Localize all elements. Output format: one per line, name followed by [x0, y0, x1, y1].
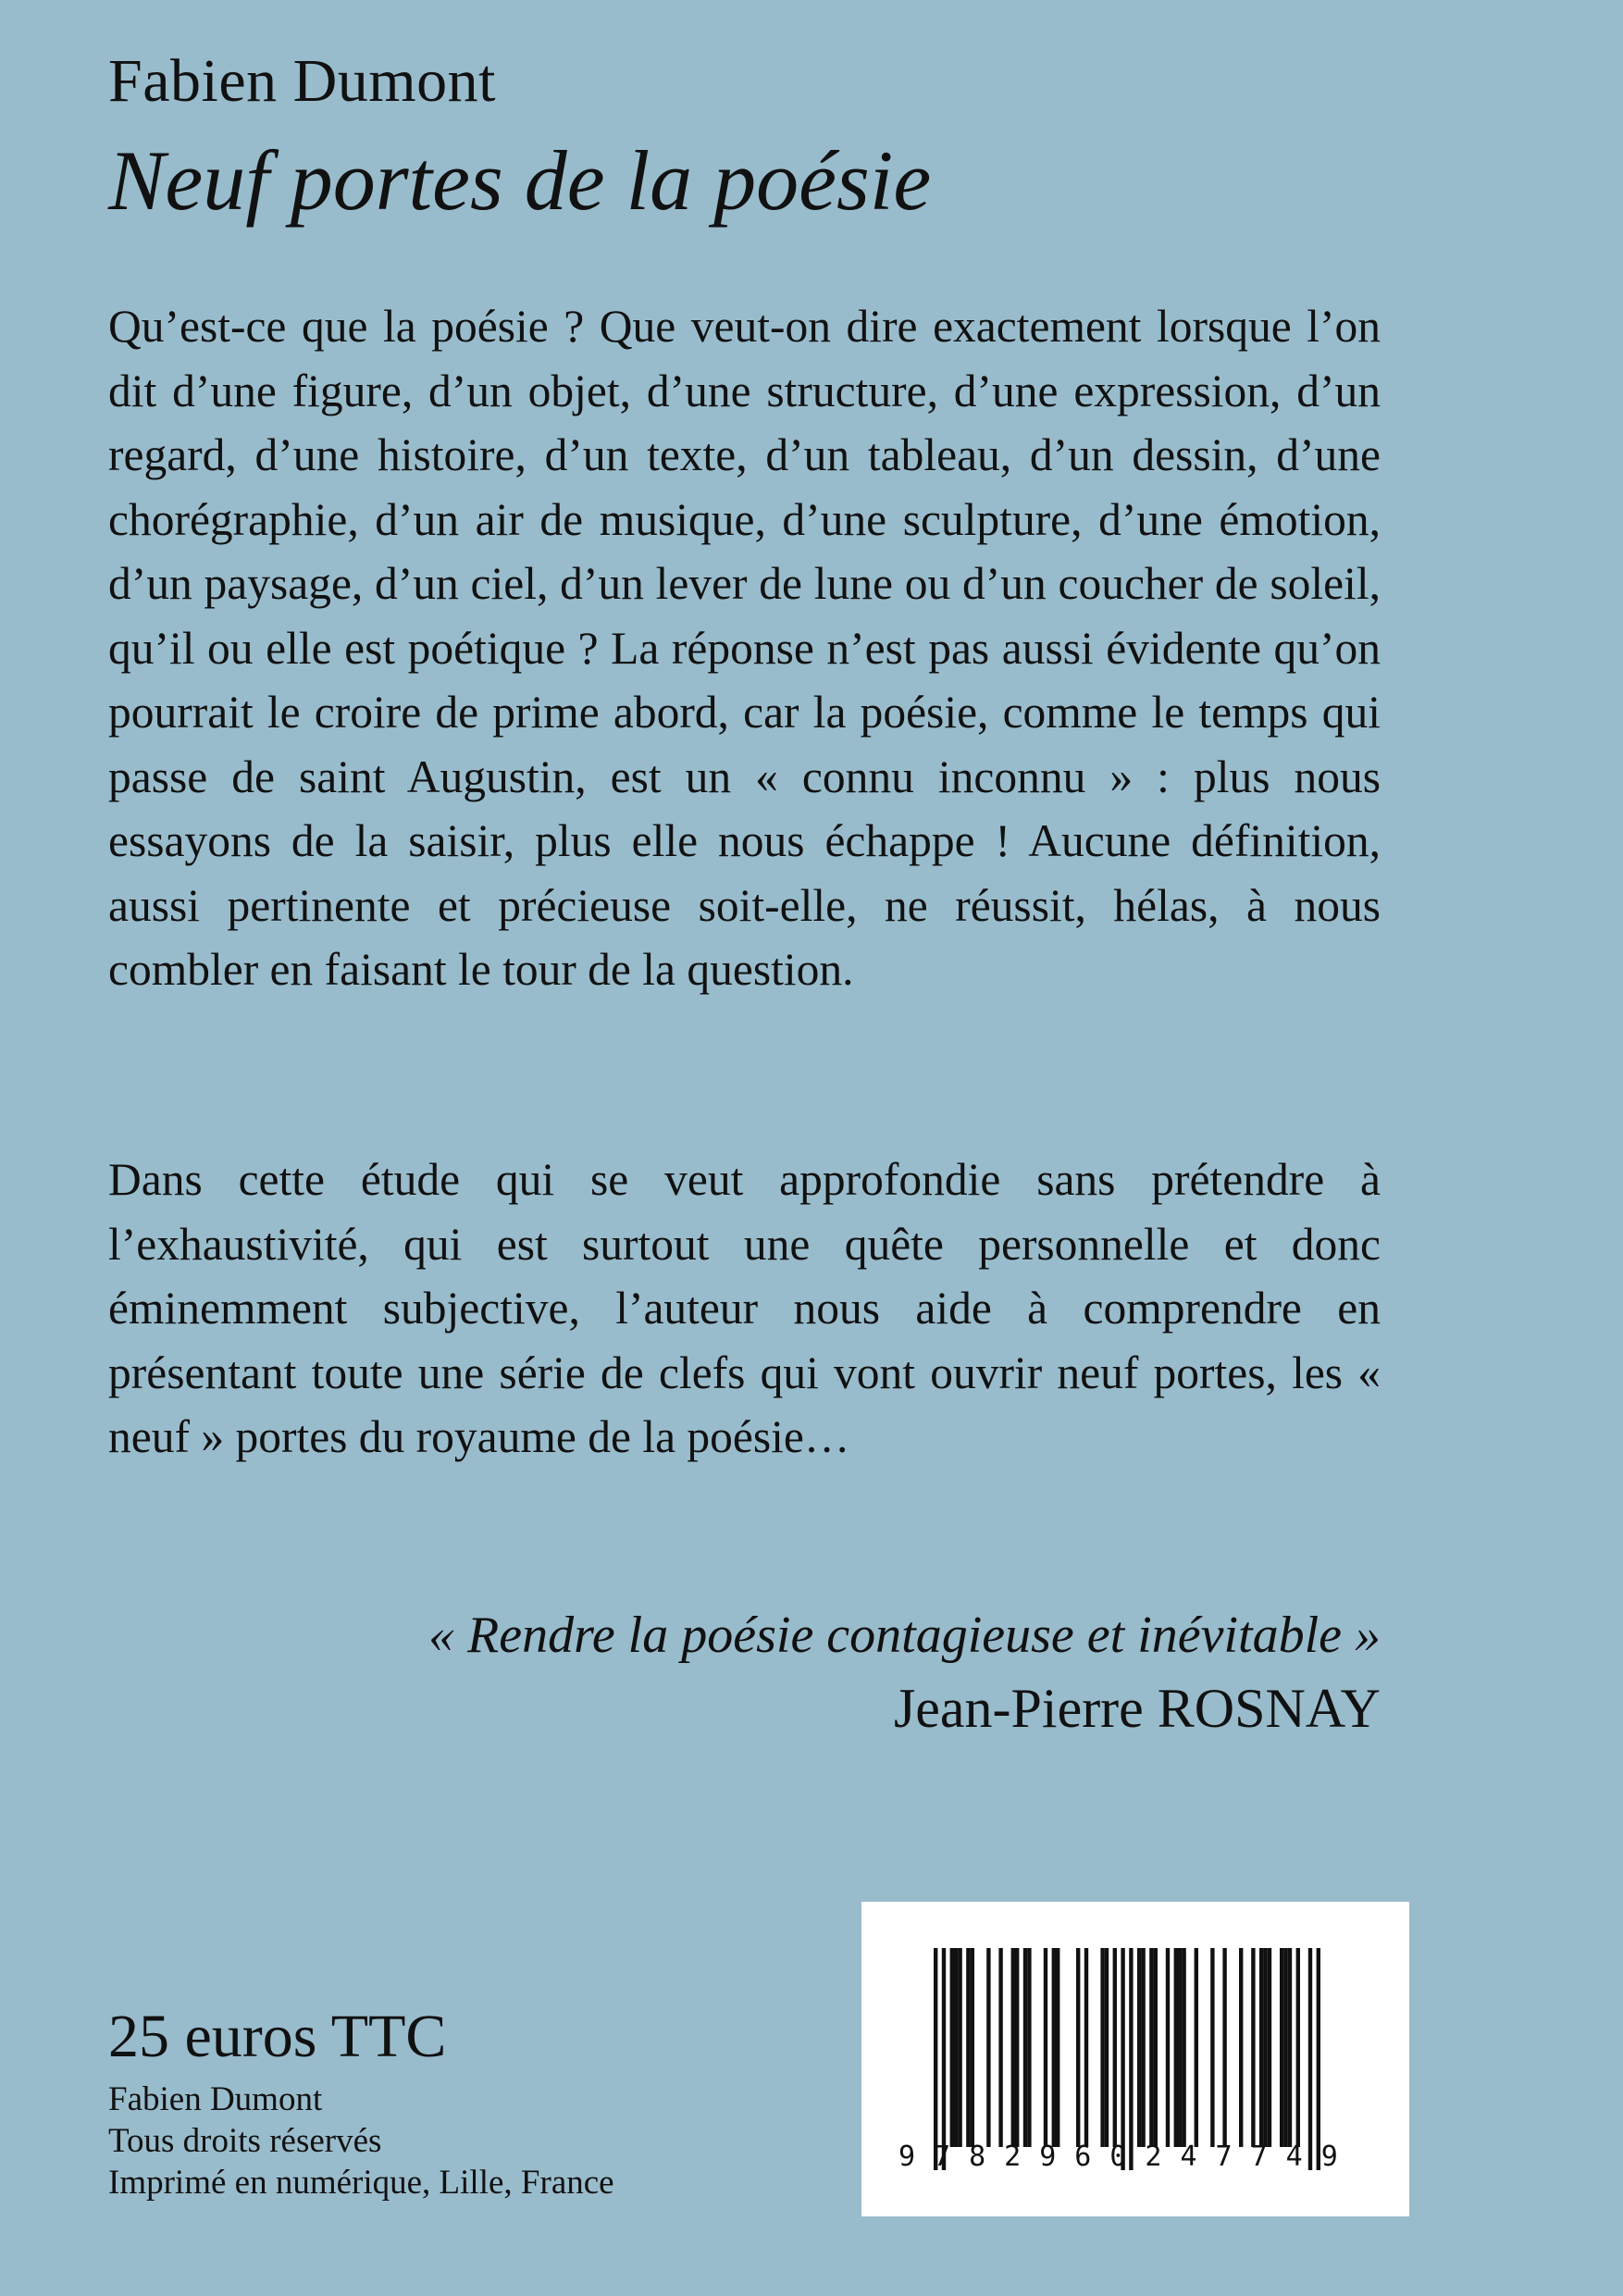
- barcode-bar: [1023, 1948, 1027, 2147]
- barcode-bar: [1052, 1948, 1056, 2147]
- isbn-barcode: [861, 1902, 1409, 2216]
- barcode-bar: [1259, 1948, 1263, 2147]
- book-title: Neuf portes de la poésie: [108, 133, 932, 228]
- author-name: Fabien Dumont: [108, 47, 496, 115]
- price: 25 euros TTC: [108, 2003, 447, 2070]
- blurb-paragraph-1: Qu’est-ce que la poésie ? Que veut-on dire exactement lorsque l’on dit d’une figure, d’un objet, d’une structure, d’une expression, d’un regard, d’une histoire, d’un texte, d’un tableau, d’un dessin, d’une chorégraphie, d’un air de musique, d’une sculpture, d’une émotion, d’un paysage, d’un ciel, d’un lever de lune ou d’un coucher de soleil, qu’il ou elle est poétique ? La réponse n’est pas aussi évidente qu’on pourrait le croire de prime abord, car la poésie, comme le temps qui passe de saint Augustin, est un « connu inconnu » : plus nous essayons de la saisir, plus elle nous échappe ! Aucune définition, aussi pertinente et précieuse soit-elle, ne réussit, hélas, à nous combler en faisant le tour de la question.: [108, 301, 1381, 995]
- barcode-bar: [1296, 1948, 1300, 2147]
- barcode-bar: [1056, 1948, 1059, 2147]
- barcode-bar: [1113, 1948, 1117, 2147]
- barcode-bar: [1280, 1948, 1283, 2147]
- barcode-bar: [1166, 1948, 1170, 2147]
- barcode-bar: [1076, 1948, 1080, 2147]
- barcode-bar: [942, 1948, 946, 2170]
- barcode-bar: [1154, 1948, 1158, 2147]
- blurb-paragraph-2: Dans cette étude qui se veut approfondie sans prétendre à l’exhaustivité, qui est surtout une quête personnelle et donc éminemment subjective, l’auteur nous aide à comprendre en présentant toute une série de clefs qui vont ouvrir neuf portes, les « neuf » portes du royaume de la poésie…: [108, 1154, 1381, 1462]
- epigraph-author: Jean-Pierre ROSNAY: [893, 1678, 1381, 1739]
- barcode-bar: [1141, 1948, 1145, 2147]
- barcode-bar: [1027, 1948, 1031, 2147]
- barcode-bar: [1210, 1948, 1214, 2147]
- barcode-bar: [966, 1948, 970, 2147]
- barcode-bar: [971, 1948, 974, 2147]
- barcode-bar: [1174, 1948, 1178, 2147]
- imprint-printing: Imprimé en numérique, Lille, France: [108, 2164, 614, 2202]
- barcode-bar: [1178, 1948, 1182, 2147]
- barcode-bar: [1015, 1948, 1019, 2147]
- barcode-bar: [958, 1948, 961, 2147]
- isbn-digits: 9782960247749: [898, 2141, 1357, 2173]
- imprint-publisher: Fabien Dumont: [108, 2080, 323, 2118]
- barcode-bar: [1100, 1948, 1104, 2147]
- barcode-bar: [1288, 1948, 1292, 2147]
- barcode-bar: [1011, 1948, 1015, 2147]
- barcode-bar: [1317, 1948, 1320, 2170]
- barcode-bar: [954, 1948, 958, 2147]
- barcode-bar: [1129, 1948, 1133, 2170]
- barcode-bar: [986, 1948, 990, 2147]
- imprint-rights: Tous droits réservés: [108, 2122, 382, 2160]
- barcode-bar: [950, 1948, 954, 2147]
- barcode-bar: [998, 1948, 1002, 2147]
- barcode-bar: [1044, 1948, 1047, 2147]
- barcode-bar: [934, 1948, 937, 2170]
- barcode-bar: [1308, 1948, 1312, 2170]
- barcode-bar: [1105, 1948, 1109, 2147]
- barcode-bar: [1268, 1948, 1271, 2147]
- barcode-bar: [1263, 1948, 1267, 2147]
- barcode-bar: [1239, 1948, 1243, 2147]
- epigraph-quote: « Rendre la poésie contagieuse et inévitable »: [428, 1607, 1381, 1664]
- barcode-bar: [1137, 1948, 1141, 2147]
- barcode-bar: [1084, 1948, 1088, 2147]
- barcode-bar: [1222, 1948, 1226, 2147]
- barcode-bar: [1195, 1948, 1198, 2147]
- barcode-bar: [1121, 1948, 1124, 2170]
- barcode-bar: [1251, 1948, 1255, 2147]
- barcode-bar: [1149, 1948, 1153, 2147]
- barcode-bar: [1283, 1948, 1287, 2147]
- barcode-bar: [1182, 1948, 1185, 2147]
